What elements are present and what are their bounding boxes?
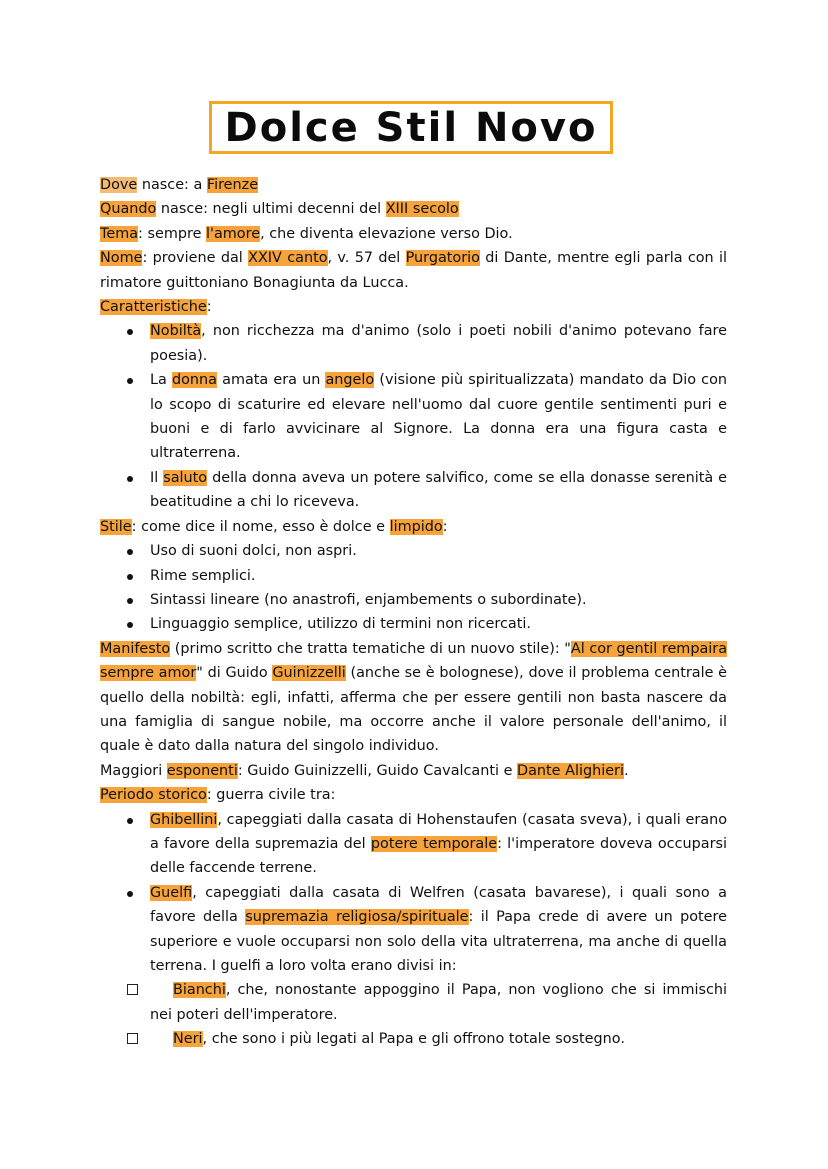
checklist-item — [100, 978, 727, 1027]
tema-text: : sempre — [138, 225, 207, 242]
checkbox-icon — [127, 984, 138, 995]
nome-line — [100, 246, 727, 295]
list-item: Linguaggio semplice, utilizzo di termini non ricercati. — [100, 612, 727, 636]
esponenti-end: . — [623, 762, 629, 779]
list-item-text: : l'imperatore doveva occuparsi delle faccende terrene. — [150, 835, 727, 877]
stile-label: Stile — [100, 518, 132, 535]
nome-label: Nome — [100, 250, 143, 267]
page-title: Dolce Stil Novo — [224, 104, 598, 151]
dove-text: nasce: a — [137, 177, 207, 193]
document-body — [100, 173, 727, 1052]
quando-line — [100, 197, 727, 221]
periodo-label: Periodo storico — [100, 787, 207, 804]
checkbox-icon — [127, 1033, 138, 1044]
list-item-text: , non ricchezza ma d'animo (solo i poeti nobili d'animo potevano fare poesia). — [150, 323, 727, 364]
nome-purgatorio: Purgatorio — [405, 250, 480, 267]
potere-temporale-highlight: potere temporale — [370, 835, 498, 852]
list-item-text: amata era un — [216, 372, 326, 389]
manifesto-paragraph — [100, 637, 727, 759]
list-item-text: La — [150, 372, 172, 389]
nome-text-2: , v. 57 del — [327, 250, 406, 267]
list-item: Rime semplici. — [100, 564, 727, 588]
tema-text-end: , che diventa elevazione verso Dio. — [260, 225, 513, 242]
checklist-item — [100, 1027, 727, 1051]
tema-value: l'amore — [206, 225, 261, 242]
tema-label: Tema — [100, 225, 139, 242]
list-item-text: della donna aveva un potere salvifico, come se ella donasse serenità e beatitudine a chi lo riceveva. — [150, 469, 727, 511]
manifesto-label: Manifesto — [100, 640, 171, 657]
caratteristiche-label: Caratteristiche — [100, 299, 207, 316]
list-item-text: , capeggiati dalla casata di Hohenstaufen (casata sveva), i quali erano a favore della supremazia del — [150, 811, 727, 852]
list-item — [100, 368, 727, 466]
guelfi-sublist — [100, 978, 727, 1051]
list-item — [100, 319, 727, 368]
esponenti-label: esponenti — [166, 762, 238, 779]
quando-text: nasce: negli ultimi decenni del — [156, 201, 386, 218]
esponenti-text: : Guido Guinizzelli, Guido Cavalcanti e — [237, 762, 518, 779]
dove-label: Dove — [100, 177, 138, 193]
stile-colon: : — [442, 518, 448, 535]
list-item-text: : il Papa crede di avere un potere superiore e vuole occuparsi non solo della vita ultraterrena, ma anche di quella terrena. I guelfi a loro volta erano divisi in: — [150, 909, 727, 974]
nobilta-highlight: Nobiltà — [150, 323, 202, 340]
periodo-list — [100, 808, 727, 979]
periodo-line — [100, 783, 727, 807]
esponenti-line — [100, 759, 727, 783]
esponenti-pre: Maggiori — [100, 762, 167, 779]
donna-highlight: donna — [171, 372, 217, 389]
tema-line — [100, 222, 727, 246]
manifesto-text-3: (anche se è bolognese), dove il problema centrale è quello della nobiltà: egli, infatti, afferma che per essere gentili non basta nascere da una famiglia di sangue nobile, ma occorre anche il valore personale dell'animo, il quale è dato dalla natura del singolo individuo. — [100, 665, 728, 755]
list-item — [100, 881, 727, 979]
list-item-text: Il — [150, 469, 164, 486]
stile-text: : come dice il nome, esso è dolce e — [131, 518, 390, 535]
neri-highlight: Neri — [173, 1031, 203, 1048]
list-item-text: , che, nonostante appoggino il Papa, non vogliono che si immischi nei poteri dell'imperatore. — [150, 982, 727, 1023]
caratteristiche-line — [100, 295, 727, 319]
dove-value: Firenze — [206, 177, 259, 193]
list-item-text: (visione più spiritualizzata) mandato da Dio con lo scopo di scaturire ed elevare nell'uomo dal cuore gentile sentimenti puri e buoni e di farlo avvicinare al Signore. La donna era una figura casta e ultraterrena. — [150, 372, 727, 462]
bianchi-highlight: Bianchi — [173, 982, 226, 999]
list-item — [100, 466, 727, 515]
periodo-text: : guerra civile tra: — [206, 787, 336, 804]
supremazia-highlight: supremazia religiosa/spirituale — [245, 909, 469, 926]
angelo-highlight: angelo — [325, 372, 375, 389]
guinizzelli-highlight: Guinizzelli — [272, 665, 346, 682]
nome-text-3: di Dante, mentre egli parla con il rimatore guittoniano Bonagiunta da Lucca. — [100, 250, 727, 291]
caratteristiche-list — [100, 319, 727, 514]
nome-canto: XXIV canto — [248, 250, 328, 267]
manifesto-text: (primo scritto che tratta tematiche di un nuovo stile): " — [170, 640, 571, 657]
title-box — [209, 101, 613, 154]
nome-text: : proviene dal — [142, 250, 249, 267]
saluto-highlight: saluto — [163, 469, 208, 486]
stile-list — [100, 539, 727, 637]
quando-label: Quando — [100, 201, 157, 218]
list-item: Uso di suoni dolci, non aspri. — [100, 539, 727, 563]
guelfi-highlight: Guelfi — [150, 884, 193, 901]
list-item — [100, 808, 727, 881]
list-item: Sintassi lineare (no anastrofi, enjambements o subordinate). — [100, 588, 727, 612]
dove-line — [100, 173, 727, 197]
dante-highlight: Dante Alighieri — [517, 762, 624, 779]
caratteristiche-colon: : — [206, 299, 212, 316]
manifesto-title: Al cor gentil rempaira sempre amor — [100, 640, 728, 682]
stile-value: limpido — [389, 518, 443, 535]
manifesto-text-2: " di Guido — [196, 665, 273, 682]
quando-value: XIII secolo — [385, 201, 459, 218]
list-item-text: , capeggiati dalla casata di Welfren (casata bavarese), i quali sono a favore della — [150, 884, 727, 926]
stile-line — [100, 515, 727, 539]
list-item-text: , che sono i più legati al Papa e gli offrono totale sostegno. — [202, 1031, 625, 1048]
ghibellini-highlight: Ghibellini — [150, 811, 218, 828]
